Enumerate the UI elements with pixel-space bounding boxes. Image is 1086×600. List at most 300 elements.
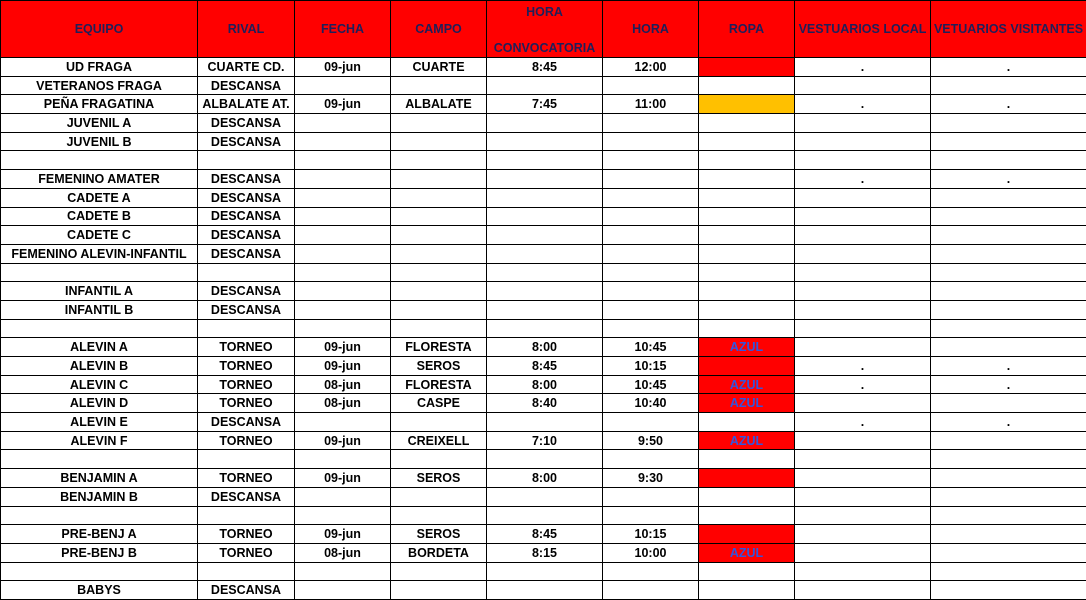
cell-ropa <box>699 450 795 469</box>
cell-fecha <box>295 207 391 226</box>
cell-vl <box>795 132 931 151</box>
cell-hora <box>603 506 699 525</box>
cell-equipo: INFANTIL A <box>1 282 198 301</box>
cell-vv <box>931 506 1086 525</box>
cell-equipo <box>1 151 198 170</box>
cell-vv <box>931 188 1086 207</box>
header-rival: RIVAL <box>198 1 295 58</box>
cell-ropa <box>699 188 795 207</box>
cell-vl: . <box>795 58 931 77</box>
cell-hora <box>603 413 699 432</box>
cell-fecha <box>295 114 391 133</box>
cell-vv <box>931 132 1086 151</box>
cell-campo <box>391 487 487 506</box>
cell-ropa: AZUL <box>699 431 795 450</box>
cell-vv <box>931 76 1086 95</box>
cell-hora-conv: 8:00 <box>487 469 603 488</box>
cell-equipo: BABYS <box>1 581 198 600</box>
cell-vv <box>931 431 1086 450</box>
table-row <box>1 132 1086 151</box>
cell-fecha <box>295 300 391 319</box>
cell-equipo: UD FRAGA <box>1 58 198 77</box>
cell-hora: 12:00 <box>603 58 699 77</box>
cell-rival: DESCANSA <box>198 188 295 207</box>
cell-rival: DESCANSA <box>198 170 295 189</box>
cell-equipo: FEMENINO AMATER <box>1 170 198 189</box>
cell-rival: DESCANSA <box>198 487 295 506</box>
cell-vv: . <box>931 413 1086 432</box>
cell-vv <box>931 114 1086 133</box>
cell-vl <box>795 207 931 226</box>
cell-vl <box>795 300 931 319</box>
cell-campo <box>391 319 487 338</box>
cell-equipo: PRE-BENJ A <box>1 525 198 544</box>
cell-hora-conv <box>487 151 603 170</box>
cell-ropa <box>699 525 795 544</box>
table-row <box>1 338 1086 357</box>
cell-campo: FLORESTA <box>391 338 487 357</box>
cell-hora: 11:00 <box>603 95 699 114</box>
cell-hora-conv <box>487 282 603 301</box>
table-row <box>1 76 1086 95</box>
table-row <box>1 450 1086 469</box>
cell-hora: 10:40 <box>603 394 699 413</box>
cell-vv <box>931 263 1086 282</box>
cell-fecha: 09-jun <box>295 95 391 114</box>
cell-campo: SEROS <box>391 525 487 544</box>
cell-ropa <box>699 562 795 581</box>
cell-vv <box>931 450 1086 469</box>
cell-campo: BORDETA <box>391 543 487 562</box>
cell-hora-conv <box>487 170 603 189</box>
table-row <box>1 114 1086 133</box>
cell-vl <box>795 244 931 263</box>
cell-equipo: ALEVIN C <box>1 375 198 394</box>
cell-hora <box>603 562 699 581</box>
cell-equipo: BENJAMIN B <box>1 487 198 506</box>
cell-fecha <box>295 562 391 581</box>
cell-fecha: 09-jun <box>295 525 391 544</box>
cell-vl <box>795 543 931 562</box>
cell-ropa <box>699 263 795 282</box>
table-row <box>1 170 1086 189</box>
cell-vl <box>795 506 931 525</box>
cell-ropa <box>699 413 795 432</box>
cell-rival: DESCANSA <box>198 207 295 226</box>
cell-hora <box>603 581 699 600</box>
cell-rival: TORNEO <box>198 357 295 376</box>
cell-hora-conv <box>487 450 603 469</box>
cell-campo: ALBALATE <box>391 95 487 114</box>
cell-equipo <box>1 450 198 469</box>
cell-rival: DESCANSA <box>198 300 295 319</box>
table-row <box>1 207 1086 226</box>
cell-ropa: AZUL <box>699 338 795 357</box>
cell-fecha <box>295 188 391 207</box>
cell-vl <box>795 114 931 133</box>
cell-ropa <box>699 319 795 338</box>
cell-fecha <box>295 151 391 170</box>
cell-hora-conv: 8:45 <box>487 525 603 544</box>
cell-campo <box>391 300 487 319</box>
cell-vl <box>795 469 931 488</box>
cell-rival: TORNEO <box>198 543 295 562</box>
cell-campo: SEROS <box>391 469 487 488</box>
cell-campo <box>391 170 487 189</box>
cell-campo <box>391 132 487 151</box>
cell-equipo: JUVENIL A <box>1 114 198 133</box>
cell-vv <box>931 338 1086 357</box>
cell-campo: FLORESTA <box>391 375 487 394</box>
cell-rival <box>198 450 295 469</box>
cell-rival <box>198 319 295 338</box>
cell-fecha <box>295 413 391 432</box>
cell-campo <box>391 562 487 581</box>
cell-fecha <box>295 487 391 506</box>
cell-rival: DESCANSA <box>198 244 295 263</box>
cell-vl: . <box>795 357 931 376</box>
cell-hora-conv <box>487 114 603 133</box>
cell-vl <box>795 263 931 282</box>
cell-equipo: INFANTIL B <box>1 300 198 319</box>
cell-rival: DESCANSA <box>198 413 295 432</box>
cell-hora-conv <box>487 413 603 432</box>
cell-ropa <box>699 506 795 525</box>
table-row <box>1 188 1086 207</box>
table-row <box>1 562 1086 581</box>
cell-campo <box>391 76 487 95</box>
cell-hora <box>603 170 699 189</box>
cell-fecha <box>295 170 391 189</box>
cell-ropa <box>699 487 795 506</box>
cell-equipo: PEÑA FRAGATINA <box>1 95 198 114</box>
cell-hora-conv: 8:40 <box>487 394 603 413</box>
cell-campo <box>391 581 487 600</box>
cell-vl <box>795 394 931 413</box>
cell-campo: CREIXELL <box>391 431 487 450</box>
cell-vv: . <box>931 357 1086 376</box>
cell-fecha: 09-jun <box>295 431 391 450</box>
cell-hora-conv <box>487 263 603 282</box>
cell-hora-conv <box>487 132 603 151</box>
cell-hora-conv <box>487 300 603 319</box>
cell-hora <box>603 76 699 95</box>
cell-ropa <box>699 357 795 376</box>
table-row <box>1 357 1086 376</box>
cell-rival: DESCANSA <box>198 282 295 301</box>
header-hora: HORA <box>603 1 699 58</box>
cell-ropa <box>699 76 795 95</box>
cell-campo: CASPE <box>391 394 487 413</box>
table-row <box>1 506 1086 525</box>
cell-ropa: AZUL <box>699 394 795 413</box>
cell-ropa <box>699 58 795 77</box>
cell-vv: . <box>931 170 1086 189</box>
cell-hora-conv <box>487 244 603 263</box>
cell-rival: DESCANSA <box>198 76 295 95</box>
cell-vl <box>795 431 931 450</box>
cell-rival: TORNEO <box>198 375 295 394</box>
cell-rival: CUARTE CD. <box>198 58 295 77</box>
cell-equipo: ALEVIN F <box>1 431 198 450</box>
table-row <box>1 525 1086 544</box>
cell-hora <box>603 114 699 133</box>
cell-hora-conv <box>487 226 603 245</box>
cell-vv <box>931 469 1086 488</box>
cell-hora <box>603 300 699 319</box>
cell-rival: DESCANSA <box>198 114 295 133</box>
cell-equipo <box>1 319 198 338</box>
cell-hora <box>603 282 699 301</box>
table-row <box>1 226 1086 245</box>
table-row <box>1 487 1086 506</box>
cell-fecha <box>295 450 391 469</box>
cell-vl <box>795 562 931 581</box>
cell-fecha: 08-jun <box>295 394 391 413</box>
cell-vv <box>931 525 1086 544</box>
cell-hora-conv: 8:00 <box>487 375 603 394</box>
cell-equipo: CADETE B <box>1 207 198 226</box>
cell-hora-conv: 7:45 <box>487 95 603 114</box>
cell-equipo <box>1 562 198 581</box>
cell-ropa <box>699 132 795 151</box>
cell-fecha <box>295 506 391 525</box>
cell-ropa <box>699 469 795 488</box>
cell-fecha: 09-jun <box>295 357 391 376</box>
cell-vl <box>795 282 931 301</box>
cell-equipo: ALEVIN D <box>1 394 198 413</box>
cell-hora <box>603 244 699 263</box>
cell-hora-conv <box>487 76 603 95</box>
table-row <box>1 469 1086 488</box>
table-row <box>1 581 1086 600</box>
cell-campo <box>391 506 487 525</box>
cell-vl <box>795 487 931 506</box>
cell-hora-conv <box>487 562 603 581</box>
cell-ropa: AZUL <box>699 543 795 562</box>
cell-hora: 10:15 <box>603 525 699 544</box>
cell-ropa <box>699 244 795 263</box>
cell-campo <box>391 114 487 133</box>
cell-rival: DESCANSA <box>198 226 295 245</box>
cell-hora <box>603 226 699 245</box>
cell-vv <box>931 207 1086 226</box>
cell-fecha <box>295 226 391 245</box>
cell-ropa <box>699 151 795 170</box>
table-row <box>1 319 1086 338</box>
cell-ropa <box>699 170 795 189</box>
header-hora-conv-line1: HORA <box>487 5 602 19</box>
cell-rival: TORNEO <box>198 338 295 357</box>
cell-rival: DESCANSA <box>198 581 295 600</box>
cell-equipo: ALEVIN A <box>1 338 198 357</box>
cell-vv <box>931 151 1086 170</box>
cell-vv <box>931 282 1086 301</box>
cell-campo: CUARTE <box>391 58 487 77</box>
cell-vl <box>795 319 931 338</box>
cell-hora: 10:45 <box>603 338 699 357</box>
cell-equipo: BENJAMIN A <box>1 469 198 488</box>
cell-campo <box>391 282 487 301</box>
cell-ropa: AZUL <box>699 375 795 394</box>
table-body <box>1 58 1086 600</box>
cell-rival <box>198 562 295 581</box>
cell-ropa <box>699 300 795 319</box>
cell-campo <box>391 413 487 432</box>
cell-fecha: 08-jun <box>295 543 391 562</box>
cell-vv <box>931 543 1086 562</box>
cell-hora <box>603 487 699 506</box>
cell-fecha: 09-jun <box>295 338 391 357</box>
cell-campo <box>391 263 487 282</box>
cell-hora-conv <box>487 319 603 338</box>
cell-rival: DESCANSA <box>198 132 295 151</box>
header-vestuarios-visitantes: VETUARIOS VISITANTES <box>931 1 1086 58</box>
cell-campo <box>391 226 487 245</box>
cell-rival <box>198 151 295 170</box>
cell-hora: 10:15 <box>603 357 699 376</box>
cell-ropa <box>699 114 795 133</box>
header-equipo: EQUIPO <box>1 1 198 58</box>
cell-hora-conv <box>487 188 603 207</box>
cell-fecha <box>295 263 391 282</box>
cell-vl: . <box>795 170 931 189</box>
cell-vv <box>931 244 1086 263</box>
cell-equipo: VETERANOS FRAGA <box>1 76 198 95</box>
table-row <box>1 95 1086 114</box>
cell-hora-conv <box>487 487 603 506</box>
cell-equipo: CADETE C <box>1 226 198 245</box>
table-row <box>1 300 1086 319</box>
cell-vv <box>931 487 1086 506</box>
header-hora-conv-line2: CONVOCATORIA <box>487 41 602 55</box>
cell-hora <box>603 188 699 207</box>
cell-rival: TORNEO <box>198 525 295 544</box>
cell-fecha <box>295 76 391 95</box>
cell-equipo: PRE-BENJ B <box>1 543 198 562</box>
cell-equipo: ALEVIN B <box>1 357 198 376</box>
header-ropa: ROPA <box>699 1 795 58</box>
cell-ropa <box>699 207 795 226</box>
cell-ropa <box>699 282 795 301</box>
cell-vv <box>931 581 1086 600</box>
header-vestuarios-local: VESTUARIOS LOCAL <box>795 1 931 58</box>
cell-hora-conv: 8:45 <box>487 357 603 376</box>
table-row <box>1 394 1086 413</box>
table-row <box>1 151 1086 170</box>
cell-vl <box>795 226 931 245</box>
cell-campo <box>391 151 487 170</box>
cell-hora: 9:50 <box>603 431 699 450</box>
cell-vl <box>795 151 931 170</box>
cell-vv: . <box>931 58 1086 77</box>
cell-vl <box>795 76 931 95</box>
cell-vv <box>931 226 1086 245</box>
cell-hora: 9:30 <box>603 469 699 488</box>
cell-hora-conv: 8:00 <box>487 338 603 357</box>
cell-rival: TORNEO <box>198 431 295 450</box>
cell-hora-conv <box>487 581 603 600</box>
cell-fecha <box>295 132 391 151</box>
cell-vl <box>795 450 931 469</box>
cell-fecha: 09-jun <box>295 469 391 488</box>
cell-vv <box>931 562 1086 581</box>
cell-ropa <box>699 95 795 114</box>
cell-vl: . <box>795 413 931 432</box>
cell-hora <box>603 450 699 469</box>
cell-fecha: 08-jun <box>295 375 391 394</box>
cell-ropa <box>699 226 795 245</box>
cell-ropa <box>699 581 795 600</box>
cell-hora <box>603 319 699 338</box>
cell-rival <box>198 506 295 525</box>
cell-vl: . <box>795 375 931 394</box>
cell-vl <box>795 338 931 357</box>
cell-equipo <box>1 263 198 282</box>
table-row <box>1 58 1086 77</box>
cell-fecha: 09-jun <box>295 58 391 77</box>
cell-rival: ALBALATE AT. <box>198 95 295 114</box>
cell-hora <box>603 151 699 170</box>
cell-equipo: CADETE A <box>1 188 198 207</box>
table-row <box>1 244 1086 263</box>
cell-hora-conv <box>487 506 603 525</box>
cell-hora <box>603 132 699 151</box>
cell-equipo: FEMENINO ALEVIN-INFANTIL <box>1 244 198 263</box>
table-row <box>1 543 1086 562</box>
table-row <box>1 375 1086 394</box>
cell-vv: . <box>931 95 1086 114</box>
cell-fecha <box>295 282 391 301</box>
cell-hora-conv: 7:10 <box>487 431 603 450</box>
table-row <box>1 282 1086 301</box>
cell-hora <box>603 263 699 282</box>
cell-vv <box>931 319 1086 338</box>
header-row <box>1 1 1086 58</box>
cell-campo: SEROS <box>391 357 487 376</box>
cell-vv <box>931 394 1086 413</box>
cell-fecha <box>295 581 391 600</box>
cell-hora: 10:45 <box>603 375 699 394</box>
cell-vv: . <box>931 375 1086 394</box>
header-hora-convocatoria <box>487 1 603 58</box>
cell-hora <box>603 207 699 226</box>
cell-rival <box>198 263 295 282</box>
cell-equipo: ALEVIN E <box>1 413 198 432</box>
cell-equipo: JUVENIL B <box>1 132 198 151</box>
cell-hora-conv: 8:45 <box>487 58 603 77</box>
cell-vl <box>795 188 931 207</box>
cell-vv <box>931 300 1086 319</box>
table-row <box>1 263 1086 282</box>
cell-hora-conv <box>487 207 603 226</box>
cell-rival: TORNEO <box>198 394 295 413</box>
header-campo: CAMPO <box>391 1 487 58</box>
cell-equipo <box>1 506 198 525</box>
cell-vl: . <box>795 95 931 114</box>
cell-campo <box>391 207 487 226</box>
table-row <box>1 413 1086 432</box>
cell-campo <box>391 244 487 263</box>
header-fecha: FECHA <box>295 1 391 58</box>
table-row <box>1 431 1086 450</box>
cell-campo <box>391 450 487 469</box>
cell-vl <box>795 525 931 544</box>
cell-campo <box>391 188 487 207</box>
cell-hora: 10:00 <box>603 543 699 562</box>
cell-rival: TORNEO <box>198 469 295 488</box>
cell-fecha <box>295 319 391 338</box>
